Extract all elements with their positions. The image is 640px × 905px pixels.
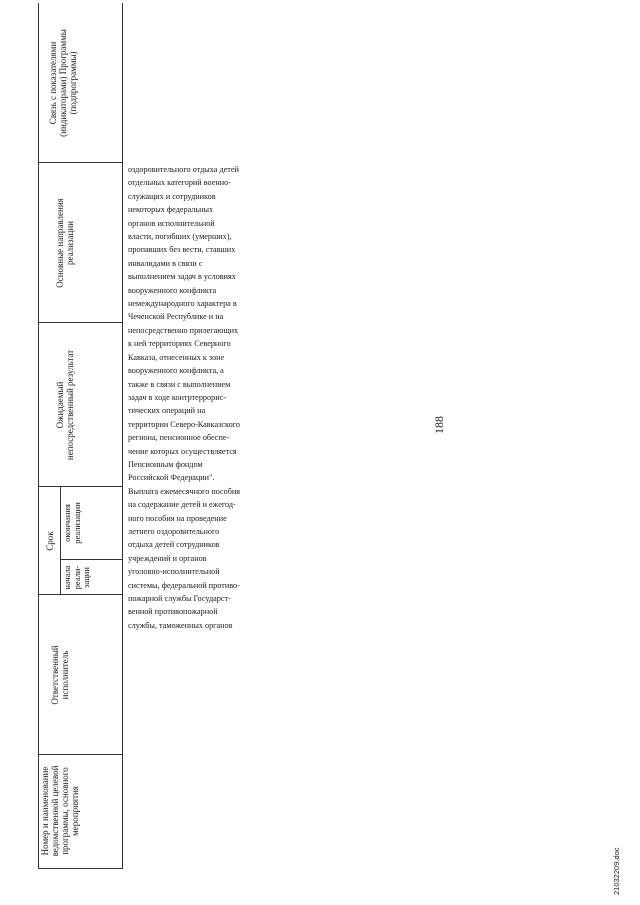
header-term-start: начала реали- зации [62, 565, 91, 590]
header-measure: Номер и наименование ведомственной целевой программы, основного мероприятия [40, 765, 80, 857]
body-text-line: пропавших без вести, ставших [128, 245, 236, 255]
body-text-line: власти, погибших (умерших), [128, 232, 232, 242]
body-text-line: Пенсионным фондом [128, 459, 203, 469]
body-text-line: системы, федеральной противо- [128, 580, 240, 590]
body-text-line: также в связи с выполнением [128, 379, 231, 389]
header-executor: Ответственный исполнитель [50, 645, 70, 705]
body-text-line: тических операций на [128, 406, 206, 416]
directions-text-wrap [128, 163, 598, 632]
body-text-line: региона, пенсионное обеспе- [128, 433, 230, 443]
body-text-line: задач в ходе контртеррорис- [128, 392, 226, 402]
body-text-line: летнего оздоровительного [128, 526, 220, 536]
body-text-line: непосредственно прилегающих [128, 325, 239, 335]
body-text-line: на содержание детей и ежегод- [128, 500, 236, 510]
body-text-line: вооруженного конфликта [128, 285, 217, 295]
body-text-line: немеждународного характера в [128, 299, 237, 309]
body-text-line: некоторых федеральных [128, 205, 214, 215]
body-text-line: инвалидами в связи с [128, 258, 203, 268]
body-text-line: Чеченской Республике и на [128, 312, 224, 322]
footer-filename: 21032209.doc [612, 847, 621, 895]
body-text-line: Российской Федерации". [128, 473, 215, 483]
body-text-line: уголовно-исполнительной [128, 567, 220, 577]
body-text-line: ного пособия на проведение [128, 513, 227, 523]
body-text-line: отдыха детей сотрудников [128, 540, 220, 550]
term-header-divider [60, 487, 61, 595]
body-text-line: оздоровительного отдыха детей [128, 165, 239, 174]
page-number: 188 [432, 416, 446, 434]
header-term-end: окончания реализации [62, 502, 82, 544]
body-text-line: чение которых осуществляется [128, 446, 237, 456]
body-text-line: Кавказа, отнесенных к зоне [128, 352, 225, 362]
body-text-line: служащих и сотрудников [128, 191, 216, 201]
column-divider [38, 754, 122, 755]
header-expected-result: Ожидаемый непосредственный результат [55, 349, 75, 461]
header-directions: Основные направления реализации [55, 198, 75, 288]
body-text-line: венной противопожарной [128, 607, 218, 617]
body-text-line: органов исполнительной [128, 218, 215, 228]
header-bottom-border [122, 3, 123, 869]
body-text-line: к ней территориях Северного [128, 339, 231, 349]
body-text-line: отдельных категорий военно- [128, 178, 231, 188]
body-text-line: выполнением задач в условиях [128, 272, 236, 282]
header-term: Срок [45, 531, 55, 551]
column-divider [38, 868, 122, 869]
header-indicators: Связь с показателями (индикаторами) Программы (подпрограммы) [48, 29, 78, 137]
body-text-line: пожарной службы Государст- [128, 594, 231, 603]
body-text-line: службы, таможенных органов [128, 620, 233, 630]
table-top-border [38, 3, 39, 869]
body-text-line: вооруженного конфликта, а [128, 366, 224, 376]
body-text-line: территории Северо-Кавказского [128, 419, 240, 429]
body-text-line: учреждений и органов [128, 553, 207, 563]
body-text-line: Выплата ежемесячного пособия [128, 486, 241, 496]
column-divider [38, 322, 122, 323]
